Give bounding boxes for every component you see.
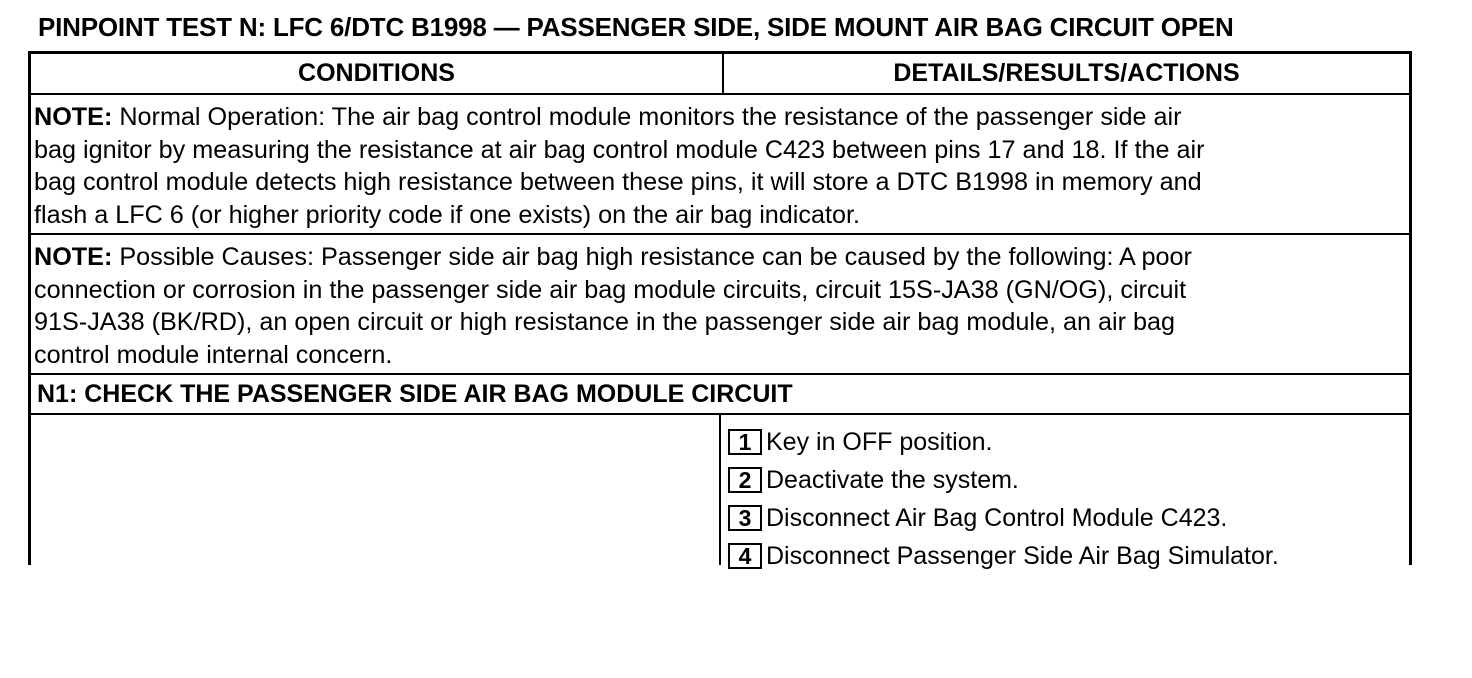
note-label: NOTE:: [34, 103, 113, 131]
note-line: bag ignitor by measuring the resistance at air bag control module C423 between pins 17 and 18. If the air: [34, 135, 1205, 164]
step-number: 3: [728, 505, 762, 531]
list-item: [728, 423, 1279, 461]
note-line: control module internal concern.: [34, 340, 393, 369]
step-text: Deactivate the system.: [766, 465, 1019, 494]
step-list: [728, 423, 1279, 575]
table-header-row: [28, 51, 1412, 93]
step-number: 1: [728, 429, 762, 455]
list-item: [728, 499, 1279, 537]
note-line: bag control module detects high resistance between these pins, it will store a DTC B1998 in memory and: [34, 168, 1202, 196]
note-normal-operation: [28, 93, 1412, 233]
pinpoint-test-table: [28, 51, 1412, 570]
note-line: 91S-JA38 (BK/RD), an open circuit or high resistance in the passenger side air bag module, an air bag: [34, 308, 1176, 336]
column-divider: [719, 415, 721, 565]
page-title: PINPOINT TEST N: LFC 6/DTC B1998 — PASSENGER SIDE, SIDE MOUNT AIR BAG CIRCUIT OPEN: [38, 12, 1234, 42]
step-row: [28, 415, 1412, 570]
list-item: [728, 537, 1279, 575]
step-text: Disconnect Air Bag Control Module C423.: [766, 503, 1228, 532]
note-line: flash a LFC 6 (or higher priority code if one exists) on the air bag indicator.: [34, 200, 861, 229]
details-header: DETAILS/RESULTS/ACTIONS: [893, 59, 1240, 87]
note-text: Normal Operation: The air bag control module monitors the resistance of the passenger side air: [112, 103, 1182, 131]
table-right-border: [1409, 415, 1412, 565]
note-text: Possible Causes: Passenger side air bag high resistance can be caused by the following: A poor: [112, 243, 1192, 271]
note-label: NOTE:: [34, 243, 113, 271]
step-number: 2: [728, 467, 762, 493]
section-title: N1: CHECK THE PASSENGER SIDE AIR BAG MODULE CIRCUIT: [28, 373, 1412, 415]
note-line: [34, 101, 1403, 134]
step-text: Disconnect Passenger Side Air Bag Simulator.: [766, 541, 1279, 570]
note-line: connection or corrosion in the passenger side air bag module circuits, circuit 15S-JA38 (GN/OG), circuit: [34, 275, 1187, 304]
step-text: Key in OFF position.: [766, 427, 993, 456]
list-item: [728, 461, 1279, 499]
note-possible-causes: [28, 233, 1412, 373]
note-line: [34, 241, 1403, 274]
conditions-header: CONDITIONS: [31, 54, 724, 93]
step-number: 4: [728, 543, 762, 569]
